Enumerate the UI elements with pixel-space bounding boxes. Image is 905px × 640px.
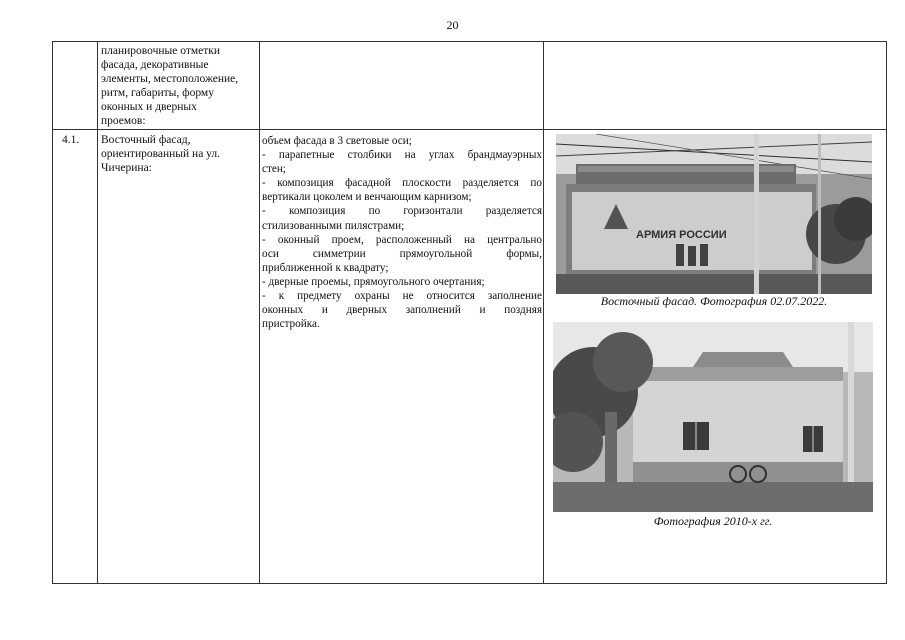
description-line: - композиция по горизонтали разделяется xyxy=(262,205,542,218)
criteria-line: фасада, декоративные xyxy=(101,59,209,71)
table-border-bottom xyxy=(52,583,887,584)
photo-caption-2010s: Фотография 2010-х гг. xyxy=(653,514,773,528)
photo-caption-2022: Восточный фасад. Фотография 02.07.2022. xyxy=(600,294,828,308)
criteria-line: планировочные отметки xyxy=(101,45,221,57)
column-divider-1 xyxy=(97,41,98,584)
table-border-right xyxy=(886,41,887,584)
description-line: - к предмету охраны не относится заполнение xyxy=(262,290,542,303)
description-line: приближенной к квадрату; xyxy=(262,261,389,274)
criteria-line: оконных и дверных xyxy=(101,101,197,113)
banner-text: АРМИЯ РОССИИ xyxy=(636,229,727,241)
description-line: пристройка. xyxy=(262,318,320,331)
column-divider-3 xyxy=(543,41,544,584)
description-line: стилизованными пилястрами; xyxy=(262,219,405,232)
description-line: - оконный проем, расположенный на центрально xyxy=(262,233,542,246)
description-line: стен; xyxy=(262,163,286,176)
row-divider xyxy=(52,129,887,130)
description-line: вертикали цоколем и венчающим карнизом; xyxy=(262,191,472,204)
description-line: - дверные проемы, прямоугольного очертания; xyxy=(262,275,485,288)
description-line: - композиция фасадной плоскости разделяется по xyxy=(262,177,542,190)
element-line: Чичерина: xyxy=(101,162,152,174)
table-border-top xyxy=(52,41,887,42)
element-line: ориентированный на ул. xyxy=(101,148,221,160)
description-line: - парапетные столбики на углах брандмауэрных xyxy=(262,149,542,162)
column-divider-2 xyxy=(259,41,260,584)
criteria-line: ритм, габариты, форму xyxy=(101,87,214,99)
description-line: оси симметрии прямоугольной формы, xyxy=(262,247,542,260)
facade-photo-2022 xyxy=(556,134,872,294)
element-line: Восточный фасад, xyxy=(101,134,191,146)
row-number: 4.1. xyxy=(62,134,80,146)
protection-description xyxy=(262,134,542,331)
description-line: оконных и дверных заполнений и поздняя xyxy=(262,304,542,317)
page-number: 20 xyxy=(446,18,459,32)
facade-photo-2010s xyxy=(553,322,873,512)
table-border-left xyxy=(52,41,53,584)
criteria-line: проемов: xyxy=(101,115,146,127)
criteria-line: элементы, местоположение, xyxy=(101,73,239,85)
description-line: объем фасада в 3 световые оси; xyxy=(262,135,412,147)
